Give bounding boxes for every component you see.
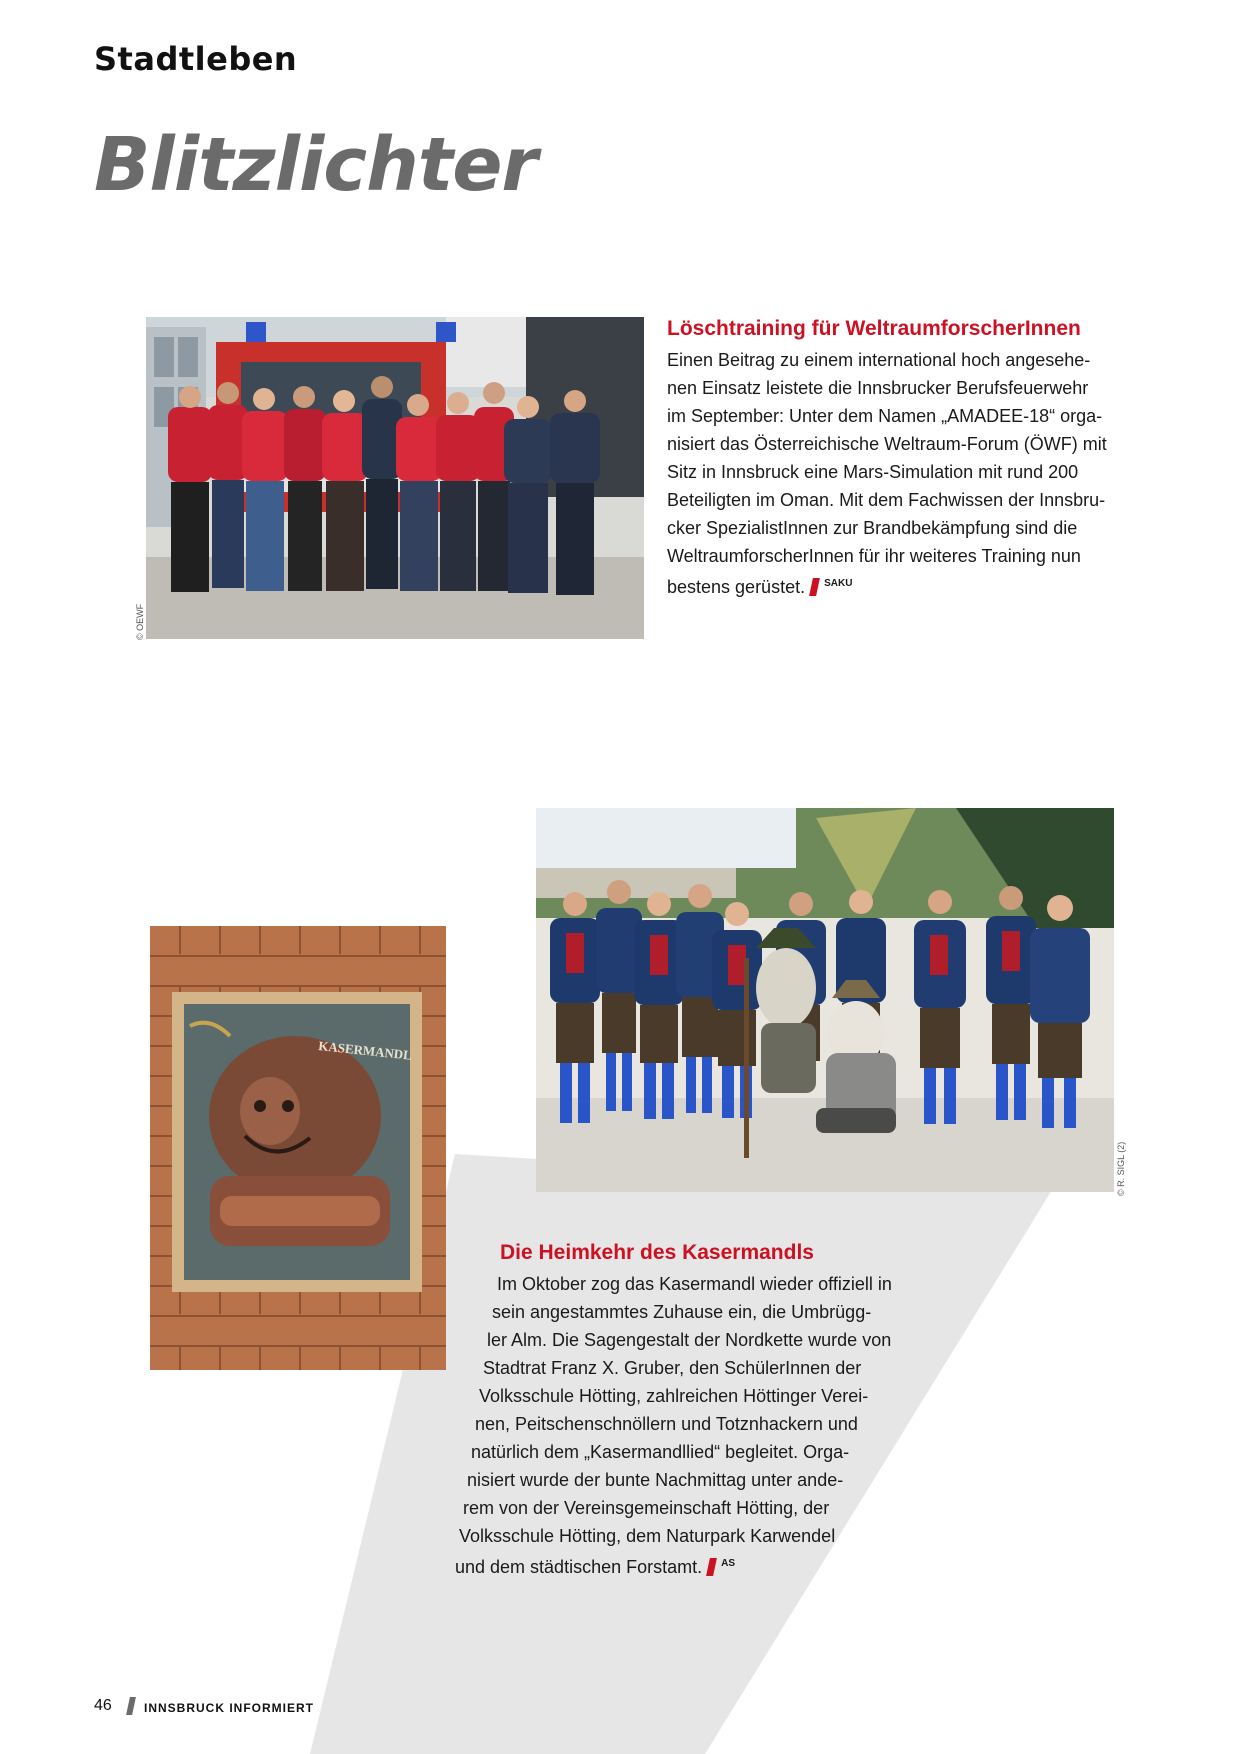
article1-line: im September: Unter dem Namen „AMADEE-18“ orga- xyxy=(667,406,1103,426)
article2-line: nen, Peitschenschnöllern und Totznhackern und xyxy=(475,1414,858,1434)
article2-headline: Die Heimkehr des Kasermandls xyxy=(500,1241,814,1264)
article1-last-line xyxy=(667,570,1091,601)
section-label: Stadtleben xyxy=(94,40,298,78)
article2-line: Volksschule Hötting, dem Naturpark Karwendel xyxy=(459,1526,836,1546)
article2-line: Volksschule Hötting, zahlreichen Höttinger Verei- xyxy=(479,1386,869,1406)
article2-line: sein angestammtes Zuhause ein, die Umbrügg- xyxy=(492,1302,872,1322)
article1-line: WeltraumforscherInnen für ihr weiteres Training nun xyxy=(667,546,1081,566)
end-mark-icon xyxy=(809,578,820,596)
page-number: 46 xyxy=(94,1697,112,1714)
article1-line: cker SpezialistInnen zur Brandbekämpfung sind die xyxy=(667,518,1078,538)
article2-last-line xyxy=(455,1550,1240,1581)
article1-line: Sitz in Innsbruck eine Mars-Simulation mit rund 200 xyxy=(667,462,1079,482)
article1-line: nen Einsatz leistete die Innsbrucker Berufsfeuerwehr xyxy=(667,378,1089,398)
end-mark-icon xyxy=(706,1558,717,1576)
article1-line: Beteiligten im Oman. Mit dem Fachwissen der Innsbru- xyxy=(667,490,1106,510)
article2-line: ler Alm. Die Sagengestalt der Nordkette wurde von xyxy=(487,1330,892,1350)
article1-line: bestens gerüstet. xyxy=(667,577,806,597)
article2-body xyxy=(0,1270,1240,1581)
kasermandl-group-photo xyxy=(536,808,1114,1192)
article1-body xyxy=(667,346,1107,601)
fire-brigade-photo xyxy=(146,317,644,639)
page-title: Blitzlichter xyxy=(94,122,537,208)
article2-line: Im Oktober zog das Kasermandl wieder offiziell in xyxy=(497,1274,892,1294)
article1-line: nisiert das Österreichische Weltraum-Forum (ÖWF) mit xyxy=(667,434,1107,454)
article2-line: Stadtrat Franz X. Gruber, den SchülerInnen der xyxy=(483,1358,862,1378)
article2-line: nisiert wurde der bunte Nachmittag unter ande- xyxy=(467,1470,844,1490)
photo-credit-oewf: © OEWF xyxy=(135,603,145,640)
photo-credit-sigl: © R. SIGL (2) xyxy=(1116,1141,1126,1196)
article1-author: SAKU xyxy=(824,578,853,589)
article1-headline: Löschtraining für WeltraumforscherInnen xyxy=(667,317,1081,340)
publication-name: INNSBRUCK INFORMIERT xyxy=(144,1701,314,1715)
article2-line: und dem städtischen Forstamt. xyxy=(455,1557,703,1577)
article2-author: AS xyxy=(721,1558,736,1569)
article2-line: rem von der Vereinsgemeinschaft Hötting, der xyxy=(463,1498,830,1518)
article2-line: natürlich dem „Kasermandllied“ begleitet. Orga- xyxy=(471,1442,850,1462)
plaque-inscription: KASERMANDL xyxy=(317,1038,413,1063)
article1-line: Einen Beitrag zu einem international hoch angesehe- xyxy=(667,350,1091,370)
